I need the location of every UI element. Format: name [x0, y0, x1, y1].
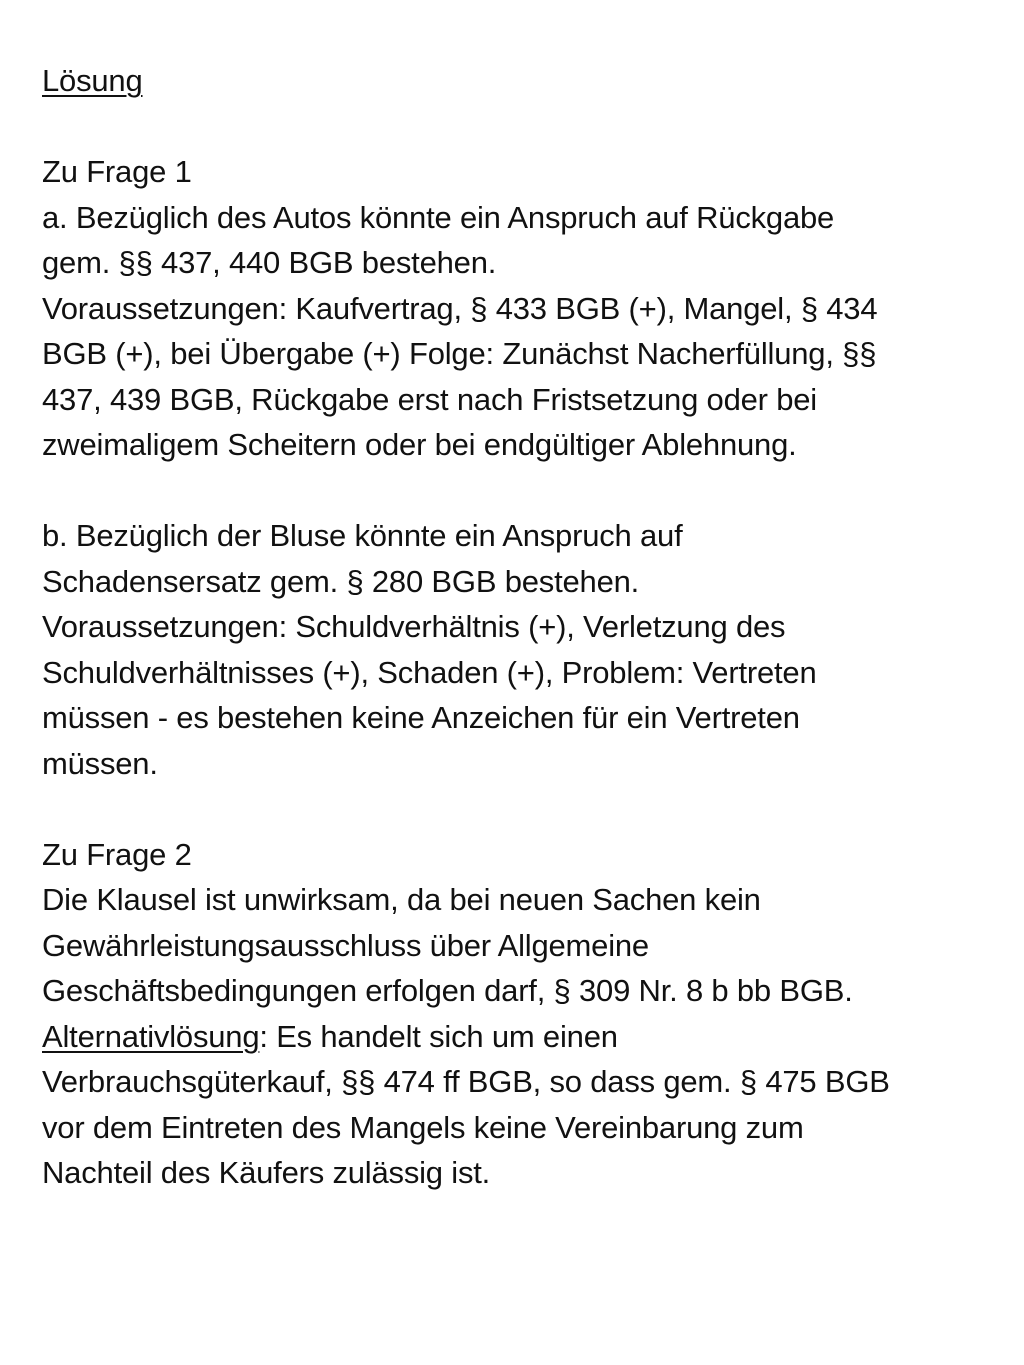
alternative-solution-text: : Es handelt sich um einen — [259, 1018, 618, 1054]
document-page — [42, 58, 992, 1196]
section-heading-question-1: Zu Frage 1 — [42, 154, 192, 189]
paragraph-a-line-1: a. Bezüglich des Autos könnte ein Anspruch auf Rückgabe — [42, 199, 835, 235]
section-heading-question-2: Zu Frage 2 — [42, 836, 192, 872]
paragraph-a-line-4: BGB (+), bei Übergabe (+) Folge: Zunächst Nacherfüllung, §§ — [42, 336, 877, 371]
alternative-solution-label: Alternativlösung — [42, 1018, 260, 1054]
paragraph-q2-line-3: Geschäftsbedingungen erfolgen darf, § 309 Nr. 8 b bb BGB. — [42, 973, 853, 1008]
paragraph-b-line-4: Schuldverhältnisses (+), Schaden (+), Problem: Vertreten — [42, 654, 817, 690]
spacer — [42, 786, 992, 832]
alternative-solution-line-2: Verbrauchsgüterkauf, §§ 474 ff BGB, so dass gem. § 475 BGB — [42, 1064, 890, 1099]
paragraph-a-line-5: 437, 439 BGB, Rückgabe erst nach Fristsetzung oder bei — [42, 381, 817, 417]
paragraph-a-line-3: Voraussetzungen: Kaufvertrag, § 433 BGB (+), Mangel, § 434 — [42, 290, 878, 326]
paragraph-a-line-2: gem. §§ 437, 440 BGB bestehen. — [42, 245, 497, 280]
paragraph-b-line-3: Voraussetzungen: Schuldverhältnis (+), Verletzung des — [42, 609, 786, 644]
alternative-solution-line-4: Nachteil des Käufers zulässig ist. — [42, 1155, 491, 1190]
paragraph-b-line-2: Schadensersatz gem. § 280 BGB bestehen. — [42, 563, 640, 599]
alternative-solution-line-3: vor dem Eintreten des Mangels keine Vereinbarung zum — [42, 1109, 804, 1145]
paragraph-b-line-5: müssen - es bestehen keine Anzeichen für ein Vertreten — [42, 700, 800, 735]
alternative-solution-line-1 — [42, 1014, 992, 1060]
paragraph-q2-line-1: Die Klausel ist unwirksam, da bei neuen Sachen kein — [42, 882, 761, 917]
document-title: Lösung — [42, 63, 143, 98]
spacer — [42, 468, 992, 514]
paragraph-b-line-1: b. Bezüglich der Bluse könnte ein Anspruch auf — [42, 518, 683, 553]
spacer — [42, 104, 992, 150]
paragraph-a-line-6: zweimaligem Scheitern oder bei endgültiger Ablehnung. — [42, 427, 797, 462]
paragraph-q2-line-2: Gewährleistungsausschluss über Allgemeine — [42, 927, 649, 963]
paragraph-b-line-6: müssen. — [42, 745, 158, 781]
